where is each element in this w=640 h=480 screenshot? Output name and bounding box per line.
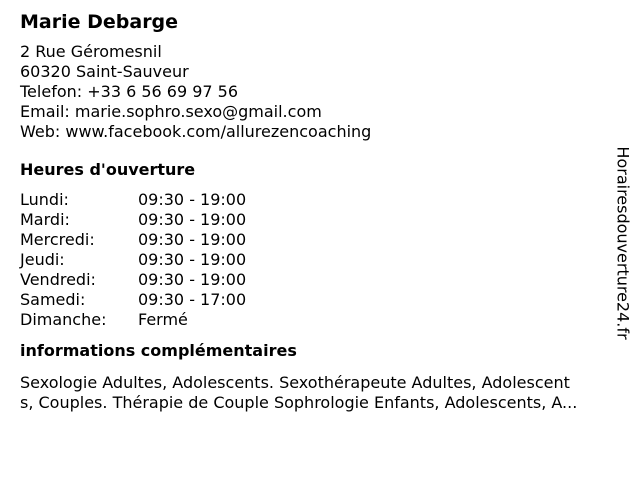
email-line: Email: marie.sophro.sexo@gmail.com [20, 102, 322, 121]
time-value: 09:30 - 17:00 [138, 290, 247, 309]
site-watermark [612, 133, 634, 353]
time-value: 09:30 - 19:00 [138, 270, 247, 289]
business-card [20, 10, 620, 413]
additional-info-text [20, 373, 628, 413]
business-name: Marie Debarge [20, 11, 179, 33]
hours-row-saturday [20, 290, 620, 310]
additional-info-line-1: Sexologie Adultes, Adolescents. Sexothérapeute Adultes, Adolescent [20, 373, 570, 392]
additional-info-title: informations complémentaires [20, 341, 297, 360]
time-value: 09:30 - 19:00 [138, 190, 247, 209]
address-line-1: 2 Rue Géromesnil [20, 42, 162, 61]
opening-hours-title: Heures d'ouverture [20, 160, 196, 179]
day-label: Mercredi: [20, 230, 95, 249]
time-value: 09:30 - 19:00 [138, 210, 247, 229]
day-label: Mardi: [20, 210, 70, 229]
website-line: Web: www.facebook.com/allurezencoaching [20, 122, 372, 141]
hours-row-wednesday [20, 230, 620, 250]
day-label: Lundi: [20, 190, 69, 209]
phone-line: Telefon: +33 6 56 69 97 56 [20, 82, 239, 101]
day-label: Jeudi: [20, 250, 65, 269]
time-value: 09:30 - 19:00 [138, 230, 247, 249]
site-watermark-text: Horairesdouverture24.fr [614, 146, 634, 340]
hours-row-monday [20, 190, 620, 210]
address-line-2: 60320 Saint-Sauveur [20, 62, 189, 81]
day-label: Dimanche: [20, 310, 107, 329]
day-label: Samedi: [20, 290, 86, 309]
additional-info-line-2: s, Couples. Thérapie de Couple Sophrologie Enfants, Adolescents, A... [20, 393, 578, 412]
time-value: Fermé [138, 310, 188, 329]
time-value: 09:30 - 19:00 [138, 250, 247, 269]
hours-row-friday [20, 270, 620, 290]
day-label: Vendredi: [20, 270, 96, 289]
hours-row-thursday [20, 250, 620, 270]
hours-row-sunday [20, 310, 620, 330]
opening-hours-list [20, 190, 620, 330]
hours-row-tuesday [20, 210, 620, 230]
